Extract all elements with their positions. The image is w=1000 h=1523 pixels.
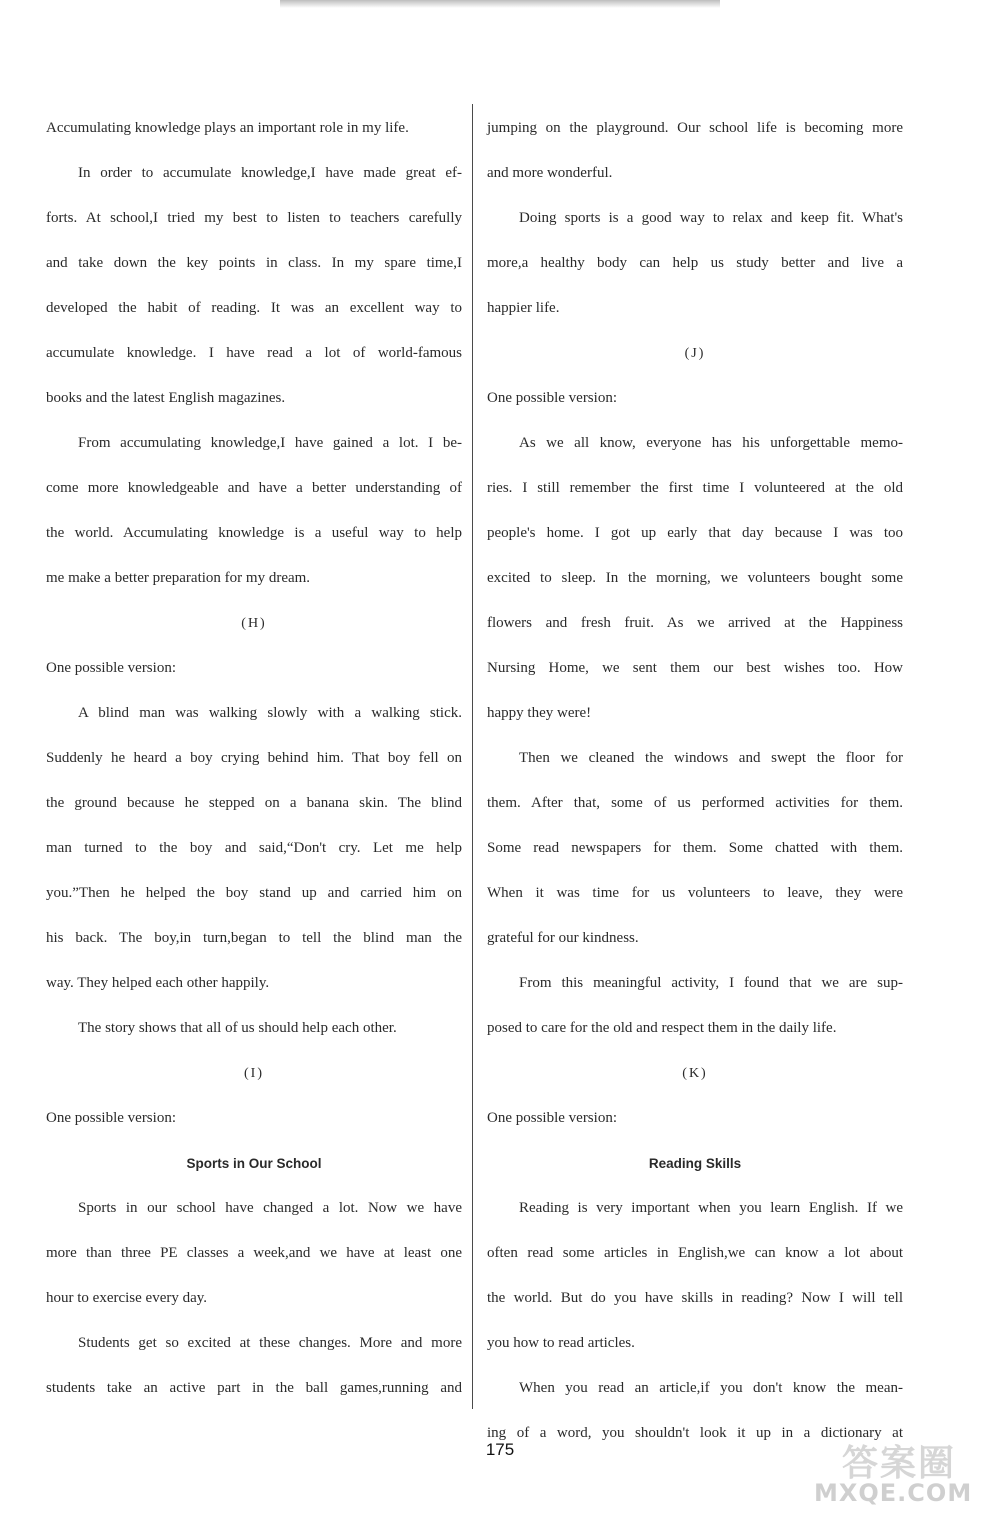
watermark-text-bottom: MXQE.COM xyxy=(814,1479,973,1507)
text-line: From accumulating knowledge,I have gained a lot. I be- xyxy=(78,435,462,451)
text-line: excited to sleep. In the morning, we volunteers bought some xyxy=(487,570,903,586)
text-line: As we all know, everyone has his unforgettable memo- xyxy=(519,435,903,451)
section-marker: (I) xyxy=(244,1066,264,1081)
text-line: Students get so excited at these changes. More and more xyxy=(78,1335,462,1351)
text-line: The story shows that all of us should help each other. xyxy=(78,1020,397,1036)
essay-title: Reading Skills xyxy=(648,1156,742,1171)
text-line: his back. The boy,in turn,began to tell the blind man the xyxy=(46,930,462,946)
text-line: hour to exercise every day. xyxy=(46,1290,208,1306)
text-line: happy they were! xyxy=(487,705,592,721)
text-line: One possible version: xyxy=(46,1110,176,1126)
text-line: ries. I still remember the first time I volunteered at the old xyxy=(487,480,903,496)
text-line: more,a healthy body can help us study better and live a xyxy=(487,255,903,271)
text-line: A blind man was walking slowly with a walking stick. xyxy=(78,705,462,721)
right-column xyxy=(487,106,903,1456)
text-line: often read some articles in English,we can know a lot about xyxy=(487,1245,903,1261)
text-line: flowers and fresh fruit. As we arrived at the Happiness xyxy=(487,615,903,631)
section-marker: (H) xyxy=(241,616,267,631)
text-line: One possible version: xyxy=(46,660,176,676)
text-line: Suddenly he heard a boy crying behind him. That boy fell on xyxy=(46,750,462,766)
watermark-logo xyxy=(814,1435,994,1515)
text-line: more than three PE classes a week,and we have at least one xyxy=(46,1245,462,1261)
text-line: developed the habit of reading. It was an excellent way to xyxy=(46,300,462,316)
text-line: me make a better preparation for my dream. xyxy=(46,570,311,586)
text-line: Sports in our school have changed a lot. Now we have xyxy=(78,1200,462,1216)
text-line: and take down the key points in class. In my spare time,I xyxy=(46,255,462,271)
scan-header-smudge xyxy=(280,0,720,8)
text-line: the ground because he stepped on a banana skin. The blind xyxy=(46,795,462,811)
text-line: come more knowledgeable and have a better understanding of xyxy=(46,480,462,496)
text-line: man turned to the boy and said,“Don't cry. Let me help xyxy=(46,840,462,856)
text-line: happier life. xyxy=(487,300,560,316)
text-line: When you read an article,if you don't know the mean- xyxy=(519,1380,903,1396)
essay-title: Sports in Our School xyxy=(186,1156,322,1171)
text-line: From this meaningful activity, I found that we are sup- xyxy=(519,975,903,991)
text-line: the world. But do you have skills in reading? Now I will tell xyxy=(487,1290,903,1306)
text-line: ing of a word, you shouldn't look it up in a dictionary at xyxy=(487,1425,903,1441)
text-line: Some read newspapers for them. Some chatted with them. xyxy=(487,840,903,856)
page-number: 175 xyxy=(485,1440,515,1459)
watermark-text-top: 答案圈 xyxy=(842,1443,957,1484)
column-divider xyxy=(472,104,473,1409)
text-line: Reading is very important when you learn English. If we xyxy=(519,1200,903,1216)
text-line: When it was time for us volunteers to leave, they were xyxy=(487,885,903,901)
text-line: One possible version: xyxy=(487,1110,617,1126)
text-line: the world. Accumulating knowledge is a useful way to help xyxy=(46,525,462,541)
text-line: students take an active part in the ball games,running and xyxy=(46,1380,462,1396)
section-marker: (J) xyxy=(684,346,706,361)
text-line: Accumulating knowledge plays an important role in my life. xyxy=(46,120,409,136)
text-line: Then we cleaned the windows and swept the floor for xyxy=(519,750,903,766)
section-marker: (K) xyxy=(682,1066,708,1081)
text-line: them. After that, some of us performed activities for them. xyxy=(487,795,903,811)
text-line: In order to accumulate knowledge,I have made great ef- xyxy=(78,165,462,181)
text-line: posed to care for the old and respect them in the daily life. xyxy=(487,1020,837,1036)
text-line: jumping on the playground. Our school life is becoming more xyxy=(487,120,903,136)
text-line: grateful for our kindness. xyxy=(487,930,639,946)
text-line: accumulate knowledge. I have read a lot of world-famous xyxy=(46,345,462,361)
text-line: One possible version: xyxy=(487,390,617,406)
left-column xyxy=(46,106,462,1411)
text-line: and more wonderful. xyxy=(487,165,613,181)
text-line: you.”Then he helped the boy stand up and carried him on xyxy=(46,885,462,901)
text-line: you how to read articles. xyxy=(487,1335,635,1351)
text-line: way. They helped each other happily. xyxy=(46,975,270,991)
text-line: Doing sports is a good way to relax and keep fit. What's xyxy=(519,210,903,226)
text-line: books and the latest English magazines. xyxy=(46,390,286,406)
text-line: forts. At school,I tried my best to listen to teachers carefully xyxy=(46,210,462,226)
text-line: people's home. I got up early that day because I was too xyxy=(487,525,903,541)
text-line: Nursing Home, we sent them our best wishes too. How xyxy=(487,660,903,676)
